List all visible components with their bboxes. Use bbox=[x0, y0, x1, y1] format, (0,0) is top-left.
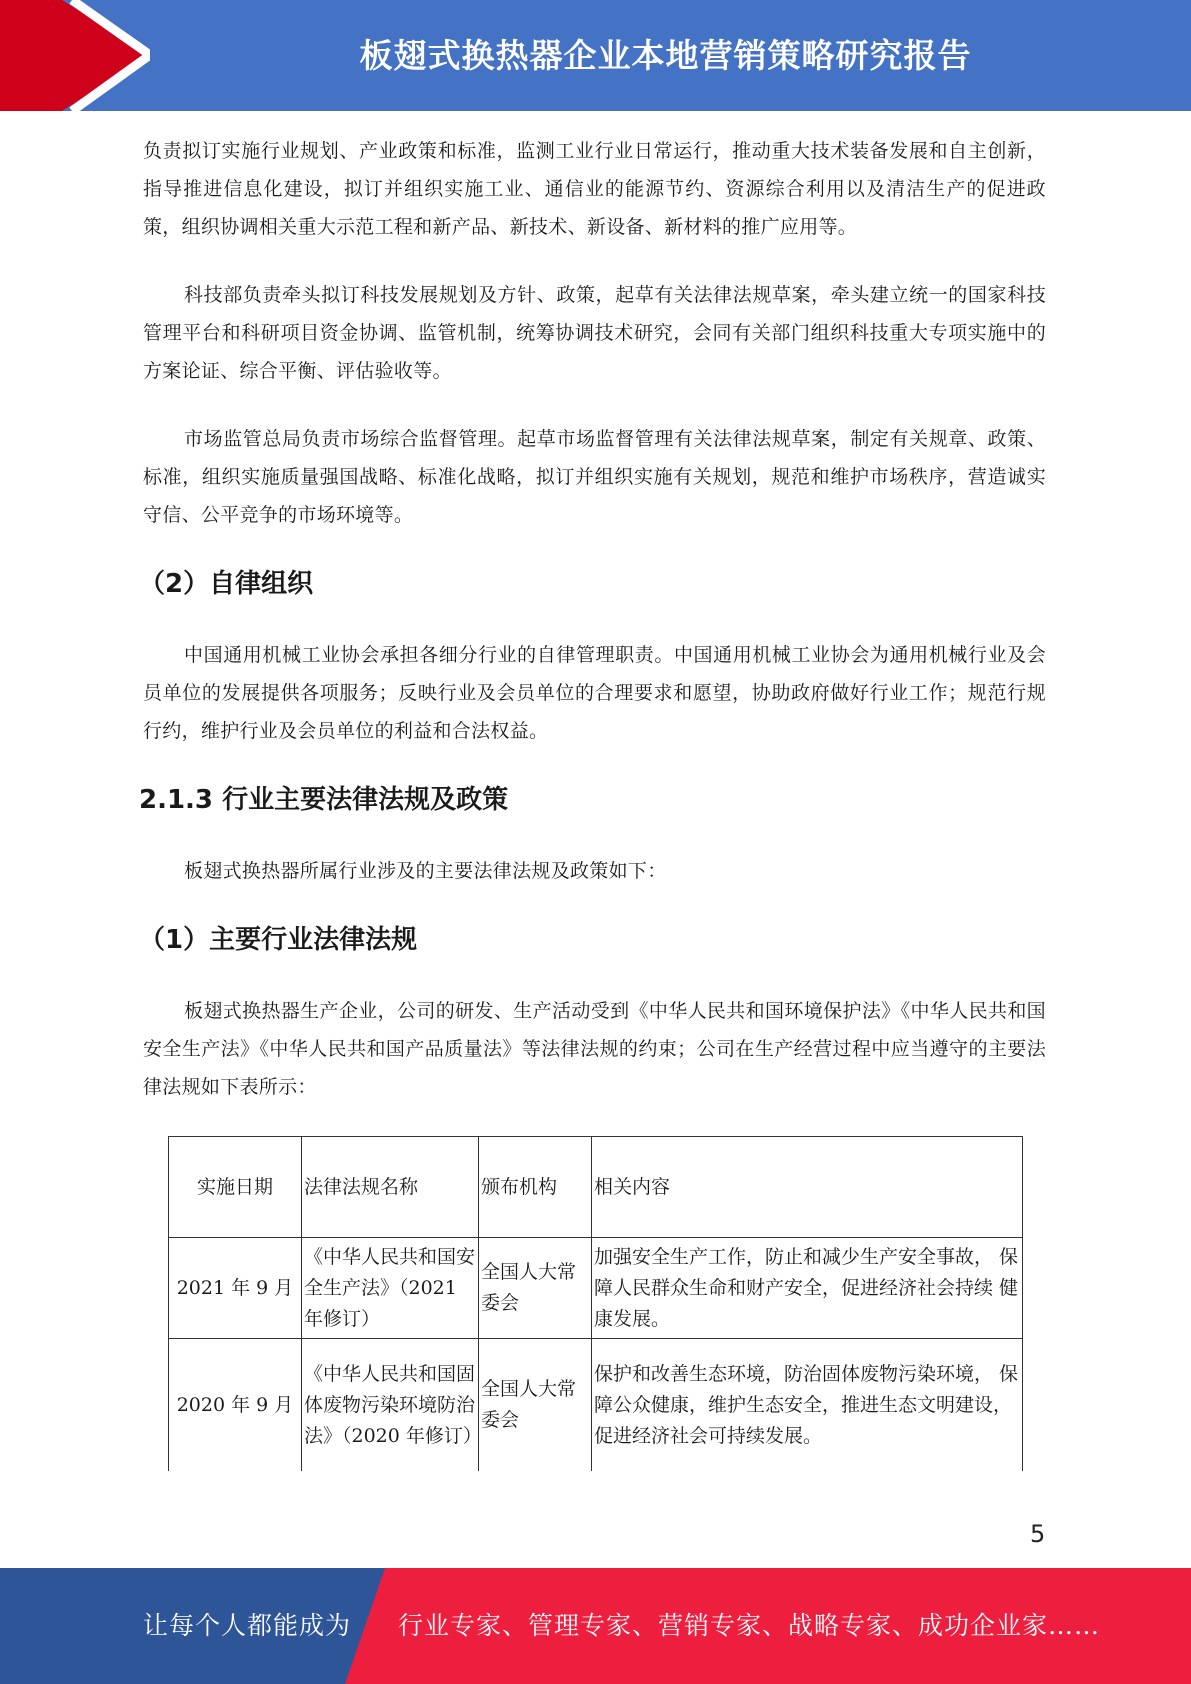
page-body bbox=[139, 132, 1046, 1136]
paragraph-laws-description: 板翅式换热器生产企业，公司的研发、生产活动受到《中华人民共和国环境保护法》《中华人民共和国安全生产法》《中华人民共和国产品质量法》等法律法规的约束；公司在生产经营过程中应当遵守的主要法律法规如下表所示： bbox=[143, 1000, 1046, 1098]
paragraph-intro-laws: 板翅式换热器所属行业涉及的主要法律法规及政策如下： bbox=[184, 860, 667, 882]
page-header bbox=[0, 0, 1191, 111]
table-cell-org: 全国人大常委会 bbox=[479, 1339, 592, 1472]
laws-table bbox=[168, 1136, 1023, 1471]
table-cell-content: 加强安全生产工作，防止和减少生产安全事故， 保障人民群众生命和财产安全，促进经济社会持续 健康发展。 bbox=[592, 1238, 1023, 1339]
table-row bbox=[169, 1238, 1023, 1339]
footer-slogan-right: 行业专家、管理专家、营销专家、战略专家、成功企业家…… bbox=[398, 1611, 1101, 1640]
paragraph-association: 中国通用机械工业协会承担各细分行业的自律管理职责。中国通用机械工业协会为通用机械行业及会员单位的发展提供各项服务；反映行业及会员单位的合理要求和愿望，协助政府做好行业工作；规范行规行约，维护行业及会员单位的利益和合法权益。 bbox=[143, 644, 1046, 742]
page-number: 5 bbox=[1030, 1520, 1046, 1548]
header-red-chevron-icon bbox=[0, 0, 150, 111]
table-row bbox=[169, 1339, 1023, 1472]
table-header-cell: 法律法规名称 bbox=[302, 1137, 479, 1238]
table-cell-name: 《中华人民共和国安全生产法》（2021 年修订） bbox=[302, 1238, 479, 1339]
heading-section-2-1-3: 2.1.3 行业主要法律法规及政策 bbox=[139, 785, 509, 815]
footer-slogan-left: 让每个人都能成为 bbox=[143, 1611, 352, 1640]
heading-self-regulation: （2）自律组织 bbox=[139, 569, 314, 599]
table-header-cell: 相关内容 bbox=[592, 1137, 1023, 1238]
paragraph-samr: 市场监管总局负责市场综合监督管理。起草市场监督管理有关法律法规草案，制定有关规章、政策、标准，组织实施质量强国战略、标准化战略，拟订并组织实施有关规划，规范和维护市场秩序，营造诚实守信、公平竞争的市场环境等。 bbox=[143, 428, 1046, 526]
table-cell-date: 2020 年 9 月 bbox=[169, 1339, 302, 1472]
heading-main-laws: （1）主要行业法律法规 bbox=[139, 925, 418, 955]
table-header-row bbox=[169, 1137, 1023, 1238]
table-header-cell: 实施日期 bbox=[169, 1137, 302, 1238]
table-cell-date: 2021 年 9 月 bbox=[169, 1238, 302, 1339]
paragraph-ministry-duties: 负责拟订实施行业规划、产业政策和标准，监测工业行业日常运行，推动重大技术装备发展和自主创新，指导推进信息化建设，拟订并组织实施工业、通信业的能源节约、资源综合利用以及清洁生产的促进政策，组织协调相关重大示范工程和新产品、新技术、新设备、新材料的推广应用等。 bbox=[143, 140, 1046, 238]
table-cell-org: 全国人大常委会 bbox=[479, 1238, 592, 1339]
table-cell-content: 保护和改善生态环境，防治固体废物污染环境， 保障公众健康，维护生态安全，推进生态文明建设， 促进经济社会可持续发展。 bbox=[592, 1339, 1023, 1472]
report-title: 板翅式换热器企业本地营销策略研究报告 bbox=[359, 36, 972, 75]
table-cell-name: 《中华人民共和国固体废物污染环境防治法》（2020 年修订） bbox=[302, 1339, 479, 1472]
page-footer bbox=[0, 1568, 1191, 1684]
paragraph-most: 科技部负责牵头拟订科技发展规划及方针、政策，起草有关法律法规草案，牵头建立统一的国家科技管理平台和科研项目资金协调、监管机制，统筹协调技术研究，会同有关部门组织科技重大专项实施中的方案论证、综合平衡、评估验收等。 bbox=[143, 284, 1046, 382]
table-header-cell: 颁布机构 bbox=[479, 1137, 592, 1238]
